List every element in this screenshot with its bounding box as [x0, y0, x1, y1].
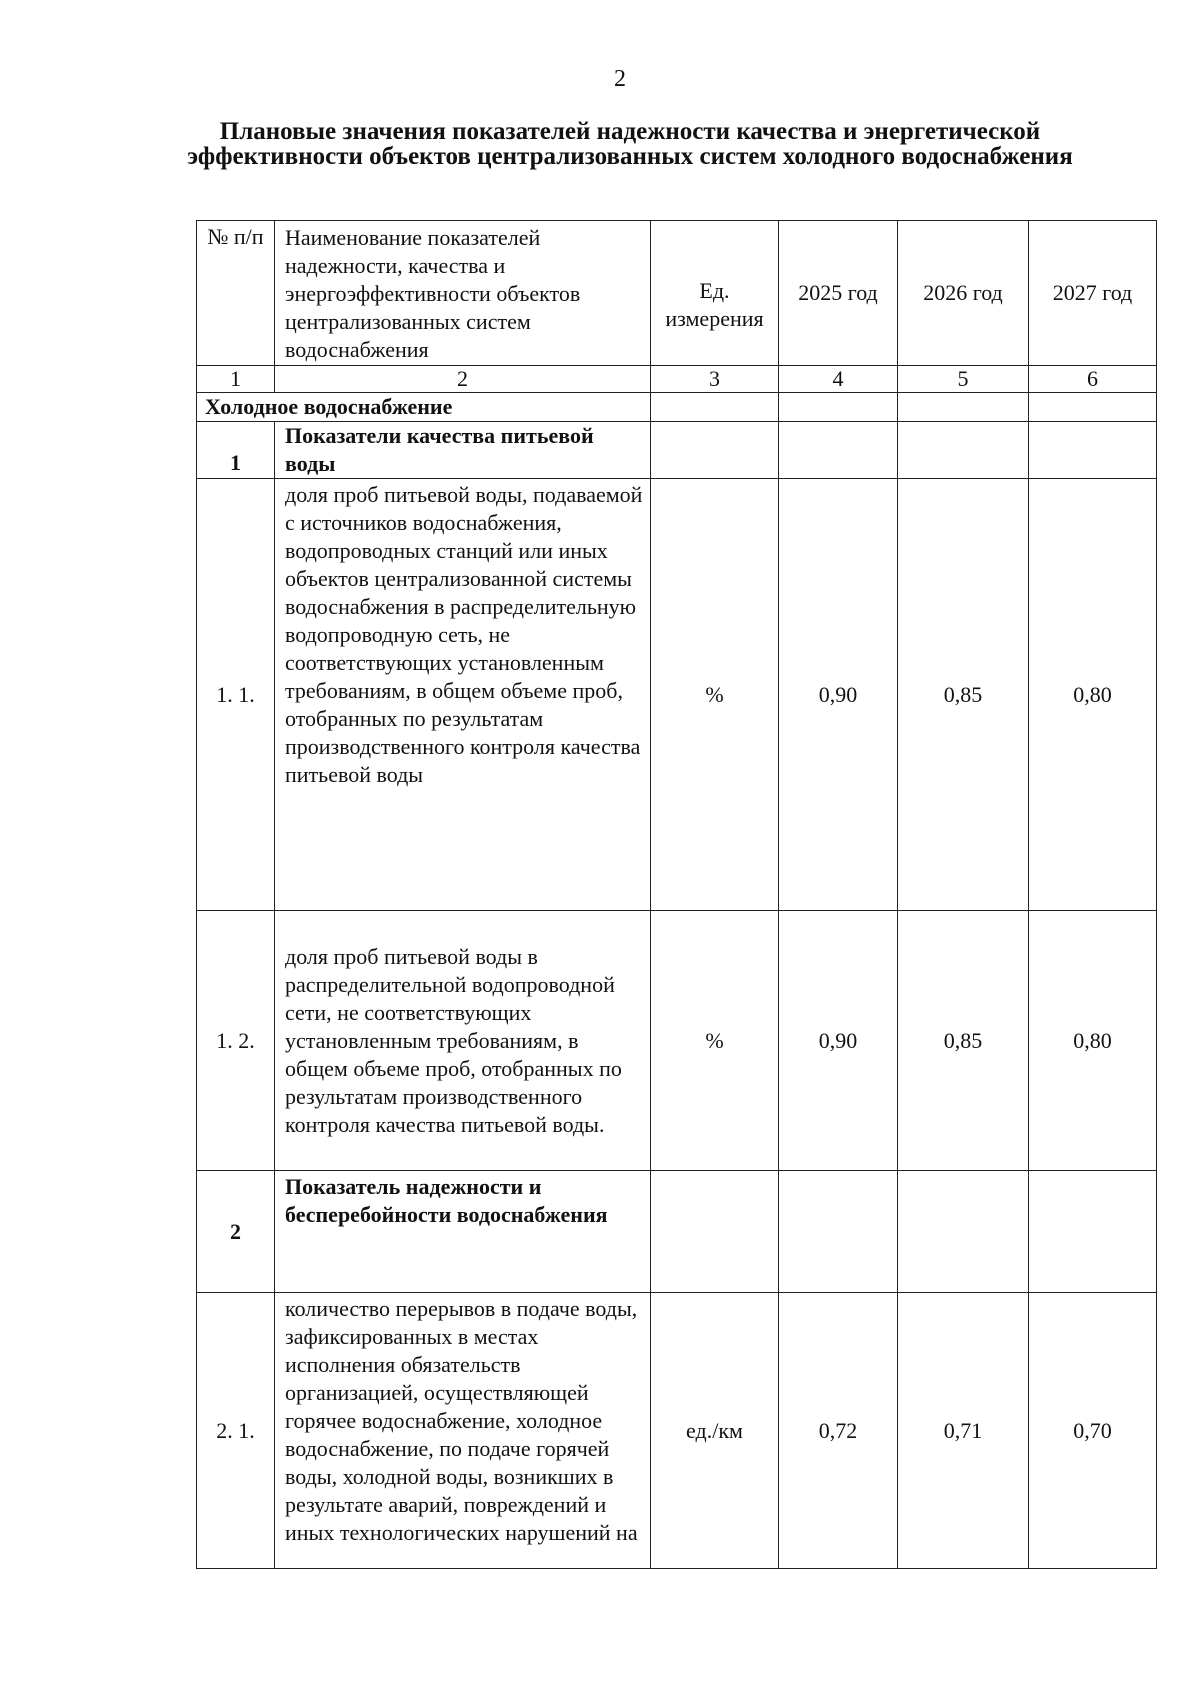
row-unit: % — [651, 479, 779, 911]
header-2026: 2026 год — [898, 221, 1029, 366]
section-title: Холодное водоснабжение — [197, 393, 651, 422]
row-value-2027: 0,70 — [1029, 1293, 1157, 1569]
row-value-2027: 0,80 — [1029, 479, 1157, 911]
header-unit: Ед. измерения — [651, 221, 779, 366]
group-row — [197, 422, 1157, 479]
header-name: Наименование показателей надежности, качества и энергоэффективности объектов централизованных систем водоснабжения — [275, 221, 651, 366]
row-value-2025: 0,90 — [779, 479, 898, 911]
group-row — [197, 1171, 1157, 1293]
header-2027: 2027 год — [1029, 221, 1157, 366]
column-number: 2 — [275, 366, 651, 393]
row-unit: ед./км — [651, 1293, 779, 1569]
page-number: 2 — [614, 66, 626, 92]
row-num: 1. 2. — [197, 911, 275, 1171]
row-name: доля проб питьевой воды в распределительной водопроводной сети, не соответствующих установленным требованиям, в общем объеме проб, отобранных по результатам производственного контроля качества питьевой воды. — [275, 911, 651, 1171]
header-row — [197, 221, 1157, 366]
row-value-2026: 0,71 — [898, 1293, 1029, 1569]
row-value-2025: 0,90 — [779, 911, 898, 1171]
row-num: 2. 1. — [197, 1293, 275, 1569]
column-number: 5 — [898, 366, 1029, 393]
table-row — [197, 911, 1157, 1171]
group-title: Показатель надежности и бесперебойности водоснабжения — [275, 1171, 651, 1293]
group-num: 2 — [197, 1171, 275, 1293]
table-row — [197, 479, 1157, 911]
indicators-table — [196, 220, 1157, 1569]
column-number: 3 — [651, 366, 779, 393]
column-numbers-row — [197, 366, 1157, 393]
header-2025: 2025 год — [779, 221, 898, 366]
table-row — [197, 1293, 1157, 1569]
section-row — [197, 393, 1157, 422]
row-unit: % — [651, 911, 779, 1171]
row-name: доля проб питьевой воды, подаваемой с источников водоснабжения, водопроводных станций или иных объектов централизованной системы водоснабжения в распределительную водопроводную сеть, не соответствующих установленным требованиям, в общем объеме проб, отобранных по результатам производственного контроля качества питьевой воды — [275, 479, 651, 911]
row-value-2026: 0,85 — [898, 911, 1029, 1171]
row-value-2025: 0,72 — [779, 1293, 898, 1569]
column-number: 6 — [1029, 366, 1157, 393]
column-number: 1 — [197, 366, 275, 393]
row-value-2027: 0,80 — [1029, 911, 1157, 1171]
group-title: Показатели качества питьевой воды — [275, 422, 651, 479]
column-number: 4 — [779, 366, 898, 393]
header-num: № п/п — [197, 221, 275, 366]
document-title: Плановые значения показателей надежности качества и энергетической эффективности объектов централизованных систем холодного водоснабжения — [187, 118, 1073, 170]
row-value-2026: 0,85 — [898, 479, 1029, 911]
group-num: 1 — [197, 422, 275, 479]
row-name: количество перерывов в подаче воды, зафиксированных в местах исполнения обязательств организацией, осуществляющей горячее водоснабжение, холодное водоснабжение, по подаче горячей воды, холодной воды, возникших в результате аварий, повреждений и иных технологических нарушений на — [275, 1293, 651, 1569]
row-num: 1. 1. — [197, 479, 275, 911]
